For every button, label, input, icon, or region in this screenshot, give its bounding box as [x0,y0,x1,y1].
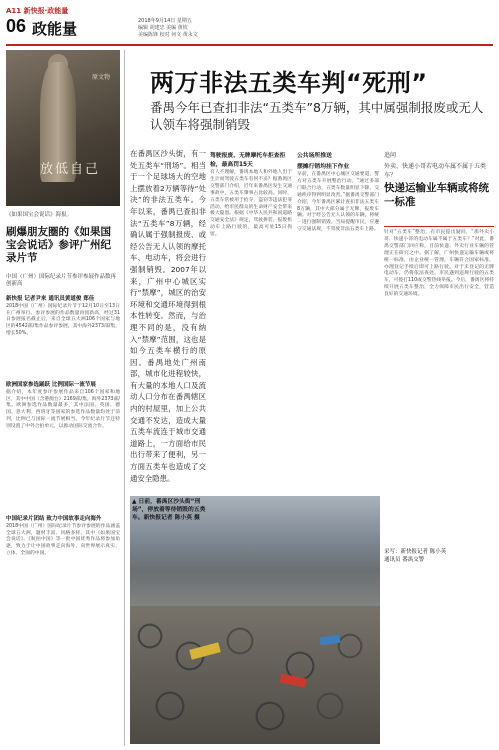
section-name: 政能量 [32,20,78,38]
author-line-2: 通讯员 番禺交警 [384,557,425,563]
col2-text: 有人不理解，番禺本地人和外地人出于生计而驾驶五类车有何不妥？据番禺区交警部门介绍，近年来番禺区发生交通事故中，五类车肇事占比较高。同时，五类车常被用于抢夺、盗窃等违法犯罪活动，给市民群众的生命财产安全带来极大隐患。根据《中华人民共和国道路交通安全法》规定，驾驶拼装、报废机动车上路行驶的，最高可处15日拘留。 [210,170,292,238]
right-author [384,548,494,564]
right-rule [384,226,494,227]
main-column-1: 在番禺区沙头街，有一处五类车“刑场”。相当于一个足球场大的空地上摆放着2万辆等待“处决”的非法五类车。今年以来，番禺已查扣非法“五类车”8万辆，经确认属于强制报废、或经公告无人认领的摩托车、电动车，将会进行强制销毁。2007年以来，广州中心城区实行“禁摩”，城区的治安环境和交通环境得到根本性转变。然而，与治理不同的是，没有纳入“禁摩”范围，这也是如今五类车横行的原因。番禺地处广州南部，城市化进程较快，有大量的本地人口及流动人口分布在番禺辖区内的村屋里，加上公共交通不发达，造成大量五类车流连于城市交通道路上，一方面给市民出行带来了便利，另一方面五类车也造成了交通安全隐患。 [130,149,206,483]
left-headline: 刷爆朋友圈的《如果国宝会说话》参评广州纪录片节 [6,226,111,264]
brand-label: A11 新快报·政能量 [6,7,69,15]
left-byline: 新快报 记者尹来 通讯员黄道俊 郑佳 [6,296,95,302]
right-headline: 快递运输业车辆或将统一标准 [384,182,489,208]
left-subhead: 中国（广州）国际纪录片节参评参展作品数再创新高 [6,274,117,287]
poster-label: 原文物 [91,74,110,81]
right-text: 针对“五类车”整治，有市民提出疑问，“那外卖小哥、快递小哥的电动车属不属于五类车？”对此，番禺交警部门回应称，目前快递、外卖行业车辆的管理正在研究之中。据了解，广州快递运输车辆或将统一标准，由企业统一管理，车辆符合国家标准，办理登记手续后即可上路行驶。对于未登记的无牌电动车，仍将依法查处。市民遇到违规行驶的五类车，可拨打110或交警热线举报。今后，番禺区将持续开展五类车整治，全力保障市民出行安全，营造良好的交通环境。 [384,230,494,298]
section-number: 06 [6,16,27,36]
left-column [6,50,120,746]
masthead [6,4,493,46]
col3-text: 早前，在番禺区中心城区交通要道，警方对五类车开展整治行动。“通过多部门联合行动，五类车数量明显下降，交通秩序得到明显改善。”据番禺交警部门介绍，今年番禺区累计查扣非法五类车8万辆，其中大部分属于无牌、报废车辆。对于经公告无人认领的车辆，将统一进行强制销毁。当局提醒市民，应遵守交通法规，不驾驶非法五类车上路。 [297,172,379,233]
left-paragraph-2: 据介绍，本年度参评参展作品来自106个国家和地区，其中中国（含港澳台）2169部/集，海外2373部/集。欧洲参选作品数量最多，其中法国、英国、德国、意大利、西班牙等国家的参选作品数量均处于前列，比例已与国际一流节展相当。今年纪录片节还特别设置了中外合拍单元，以推动国际交流合作。 [6,390,120,429]
col3-title-2: 摆摊行销均挂下作业 [297,164,350,170]
scrap-vehicles-photo [130,496,380,744]
left-subtitle-2: 欧洲国家参选踊跃 比例国际一流节展 [6,382,96,388]
main-column-2 [210,150,292,450]
meta-editors: 编辑 胡建忠 美编 黄钦 [138,25,188,31]
col2-title: 驾驶报废、无牌摩托车拒查拒检，最高罚15天 [210,153,286,168]
main-headline: 两万非法五类车判“死刑” [150,69,428,97]
main-column-3 [297,150,379,450]
left-paragraph-1: 2018中国（广州）国际纪录片节于12月10日至13日在广州举行。参评参展的作品数量再创新高，经过31日参展报名截止后，来自全球五大洲106个国家与地区的4542部/集作品参评参展，其中海外2373部/集，增长50%。 [6,304,120,336]
right-kicker: 追问 [384,152,397,159]
main-subhead: 番禺今年已查扣非法“五类车”8万辆，其中属强制报废或无人认领车将强制销毁 [150,100,484,132]
meta-date: 2018年9月14日 星期五 [138,18,192,24]
poster-slogan: 放低自己 [40,162,101,177]
poster-image [6,50,120,206]
meta-proof: 美编陈锋 校对 何文 黄永文 [138,32,198,38]
column-divider [124,50,125,746]
right-question: 外卖、快递小哥若电动车属不属于五类车？ [384,163,487,179]
col3-title-1: 公共场所推送 [297,153,332,159]
vehicle-pile-shape [130,606,380,744]
left-paragraph-3: 2018中国（广州）国际纪录片节参评参展的作品涵盖全球五大洲，题材丰富、风格多样，其中《如果国宝会说话》、《航拍中国》等一批中国优秀作品将参加角逐，致力于让中国故事走向海外，向世界展示真实、立体、全面的中国。 [6,524,120,556]
left-subtitle-3: 中国纪录片团结 致力中国故事走向海外 [6,516,102,522]
author-line-1: 采写：新快报记者 陈小英 [384,549,447,555]
poster-caption: 《如果国宝会说话》海报。 [6,212,73,218]
photo-caption: ▲ 日前，番禺区沙头街“刑场”，停放着等待销毁的五类车。新快报记者 陈小英 摄 [132,499,206,521]
